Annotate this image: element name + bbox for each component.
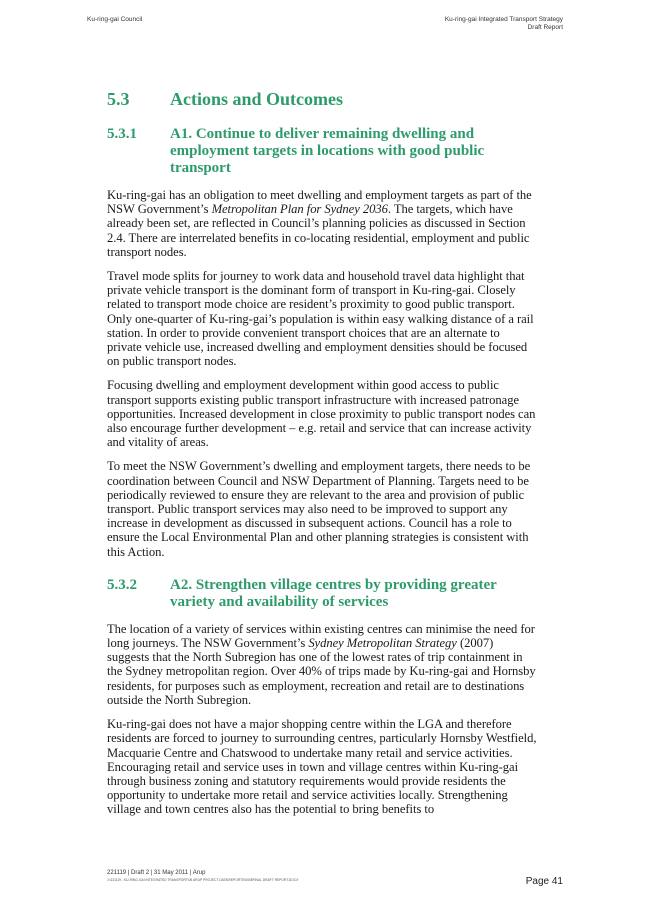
paragraph bbox=[107, 188, 537, 259]
paragraph: Ku-ring-gai does not have a major shopping centre within the LGA and therefore residents are forced to journey to surrounding centres, particularly Hornsby Westfield, Macquarie Centre and Chatswood to undertake many retail and service activities. Encouraging retail and service uses in town and village centres within Ku-ring-gai through business zoning and statutory requirements would provide residents the opportunity to undertake more retail and service activities locally. Strengthening village and town centres also has the potential to bring benefits to bbox=[107, 717, 537, 817]
paragraph-text: . The targets, which have already been set, are reflected in Council’s planning policies as discussed in Section 2.4. There are interrelated benefits in co-locating residential, employment and public transport nodes. bbox=[107, 202, 530, 259]
paragraph-text: (2007) suggests that the North Subregion has one of the lowest rates of trip containment in the Sydney metropolitan region. Over 40% of trips made by Ku-ring-gai and Hornsby residents, for purposes such as employment, recreation and retail are to destinations outside the North Subregion. bbox=[107, 636, 536, 707]
page-content bbox=[107, 88, 537, 827]
section-title: Actions and Outcomes bbox=[170, 89, 344, 109]
page-number: Page 41 bbox=[525, 876, 563, 887]
section-number: 5.3 bbox=[107, 89, 130, 109]
paragraph-text: The location of a variety of services within existing centres can minimise the need for long journeys. The NSW Government’s bbox=[107, 621, 535, 651]
subsection-title: A1. Continue to deliver remaining dwelling and employment targets in locations with good public transport bbox=[170, 126, 485, 176]
section-heading bbox=[107, 88, 537, 110]
header-report-status: Draft Report bbox=[527, 24, 563, 31]
subsection-heading-a1 bbox=[107, 126, 537, 177]
subsection-heading-a2 bbox=[107, 577, 537, 611]
paragraph: Focusing dwelling and employment development within good access to public transport supports existing public transport infrastructure with increased patronage opportunities. Increased development in close proximity to public transport nodes can also encourage further development – e.g. retail and service that can increase activity and vitality of areas. bbox=[107, 378, 536, 450]
header-report-name: Ku-ring-gai Integrated Transport Strategy bbox=[444, 16, 563, 23]
header-organization: Ku-ring-gai Council bbox=[87, 16, 143, 23]
page-footer bbox=[107, 869, 547, 883]
subsection-title: A2. Strengthen village centres by providing greater variety and availability of services bbox=[170, 576, 497, 610]
header-document-title bbox=[445, 16, 563, 32]
subsection-number: 5.3.1 bbox=[107, 126, 137, 142]
footer-document-info: 221119 | Draft 2 | 31 May 2011 | Arup bbox=[107, 870, 206, 876]
paragraph bbox=[107, 622, 537, 707]
subsection-number: 5.3.2 bbox=[107, 576, 137, 593]
footer-file-path: J:\221119 - KU-RING-GAI INTEGRATED TRANSPORT\05 ARUP PROJECT DATA\REPORTS\0008FINAL DRAFT REPORT.DOCX bbox=[107, 878, 299, 882]
document-reference: Metropolitan Plan for Sydney 2036 bbox=[211, 202, 388, 217]
paragraph-text: Ku-ring-gai has an obligation to meet dwelling and employment targets as part of the NSW Government’s bbox=[107, 188, 532, 217]
document-reference: Sydney Metropolitan Strategy bbox=[308, 636, 457, 651]
paragraph: To meet the NSW Government’s dwelling and employment targets, there needs to be coordination between Council and NSW Department of Planning. Targets need to be periodically reviewed to ensure they are relevant to the area and provision of public transport. Public transport services may also need to be improved to support any increase in development as discussed in subsequent actions. Council has a role to ensure the Local Environmental Plan and other planning strategies is consistent with this Action. bbox=[107, 459, 531, 559]
spacer bbox=[107, 569, 537, 577]
paragraph: Travel mode splits for journey to work data and household travel data highlight that private vehicle transport is the dominant form of transport in Ku-ring-gai. Closely related to transport mode choice are resident’s proximity to good public transport. Only one-quarter of Ku-ring-gai’s population is within easy walking distance of a rail station. In order to provide convenient transport choices that are an alternate to private vehicle use, increased dwelling and employment densities should be focused on public transport nodes. bbox=[107, 269, 534, 369]
